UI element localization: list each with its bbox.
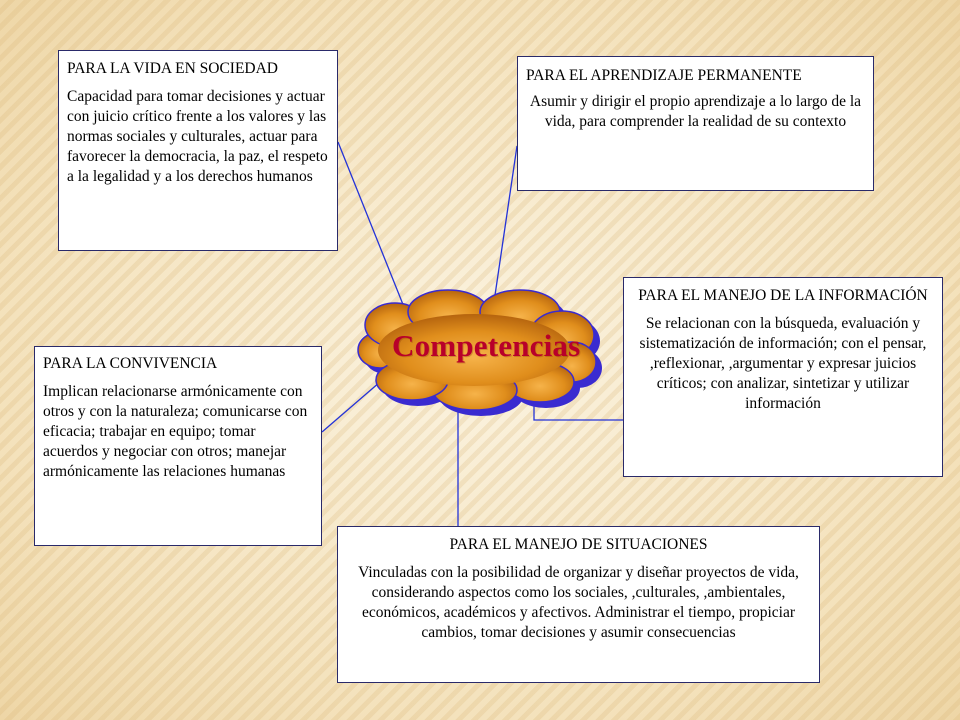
- box-vida-en-sociedad: [58, 50, 338, 251]
- connector-sociedad: [338, 142, 404, 307]
- box-title: PARA EL MANEJO DE SITUACIONES: [449, 536, 708, 553]
- box-title: PARA EL MANEJO DE LA INFORMACIÓN: [638, 287, 928, 304]
- box-body: Vinculadas con la posibilidad de organizar y diseñar proyectos de vida, considerando aspectos como los sociales, ,culturales, ,ambientales, económicos, académicos y afectivos. Administrar el tiempo, propiciar cambios, tomar decisiones y asumir consecuencias: [358, 564, 799, 641]
- central-node-label: Competencias: [392, 328, 581, 363]
- box-body: Asumir y dirigir el propio aprendizaje a lo largo de la vida, para comprender la realidad de su contexto: [529, 93, 862, 130]
- box-manejo-situaciones: [337, 526, 820, 683]
- box-title: PARA LA CONVIVENCIA: [43, 355, 218, 372]
- connector-convivencia: [322, 382, 380, 432]
- box-title: PARA LA VIDA EN SOCIEDAD: [67, 60, 279, 77]
- box-convivencia: [34, 346, 322, 546]
- box-title: PARA EL APRENDIZAJE PERMANENTE: [526, 67, 802, 84]
- box-body: Capacidad para tomar decisiones y actuar con juicio crítico frente a los valores y las normas sociales y culturales, actuar para favorecer la democracia, la paz, el respeto a la legalidad y a los derechos humanos: [67, 88, 328, 185]
- box-aprendizaje-permanente: [517, 56, 874, 191]
- box-manejo-informacion: [623, 277, 943, 477]
- connector-aprendizaje: [494, 146, 517, 302]
- box-body: Implican relacionarse armónicamente con otros y con la naturaleza; comunicarse con eficacia; trabajar en equipo; tomar acuerdos y negociar con otros; manejar armónicamente las relaciones humanas: [43, 383, 308, 480]
- box-body: Se relacionan con la búsqueda, evaluación y sistematización de información; con el pensar, ,reflexionar, ,argumentar y expresar juicios críticos; con analizar, sintetizar y utilizar información: [639, 315, 927, 412]
